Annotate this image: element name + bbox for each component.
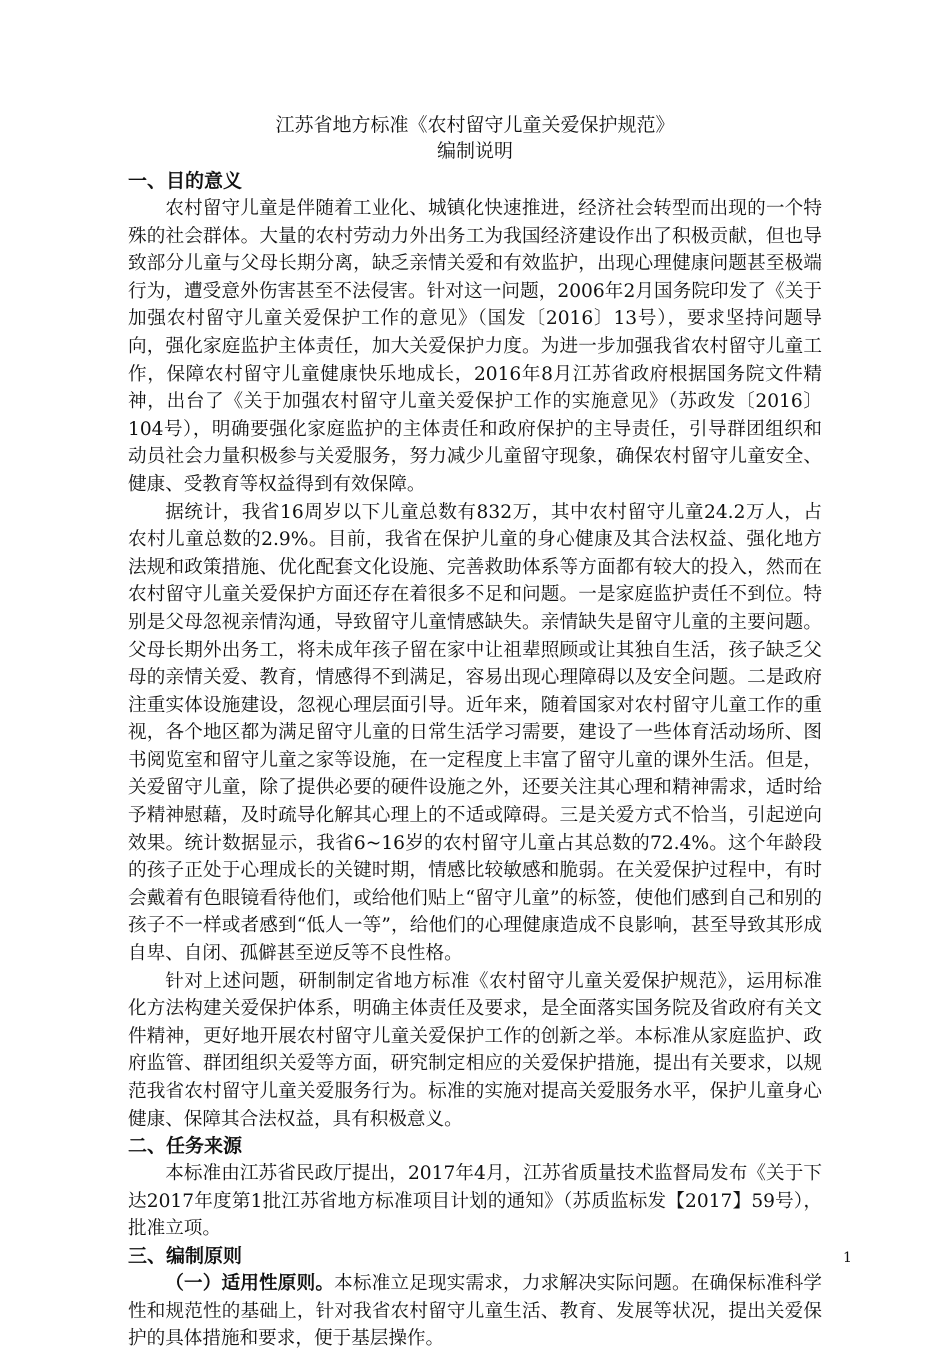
- section-heading-task-source: 二、任务来源: [128, 1135, 243, 1158]
- paragraph-purpose-3: 针对上述问题，研制制定省地方标准《农村留守儿童关爱保护规范》，运用标准化方法构建关爱保护体系，明确主体责任及要求，是全面落实国务院及省政府有关文件精神，更好地开展农村留守儿童关爱保护工作的创新之举。本标准从家庭监护、政府监管、群团组织关爱等方面，研究制定相应的关爱保护措施，提出有关要求，以规范我省农村留守儿童关爱服务行为。标准的实施对提高关爱服务水平，保护儿童身心健康、保障其合法权益，具有积极意义。: [128, 970, 822, 1130]
- paragraph-principle-applicability: [128, 1270, 822, 1353]
- paragraph-purpose-2: 据统计，我省16周岁以下儿童总数有832万，其中农村留守儿童24.2万人，占农村儿童总数的2.9%。目前，我省在保护儿童的身心健康及其合法权益、强化地方法规和政策措施、优化配套文化设施、完善救助体系等方面都有较大的投入，然而在农村留守儿童关爱保护方面还存在着很多不足和问题。一是家庭监护责任不到位。特别是父母忽视亲情沟通，导致留守儿童情感缺失。亲情缺失是留守儿童的主要问题。父母长期外出务工，将未成年孩子留在家中让祖辈照顾或让其独自生活，孩子缺乏父母的亲情关爱、教育，情感得不到满足，容易出现心理障碍以及安全问题。二是政府注重实体设施建设，忽视心理层面引导。近年来，随着国家对农村留守儿童工作的重视，各个地区都为满足留守儿童的日常生活学习需要，建设了一些体育活动场所、图书阅览室和留守儿童之家等设施，在一定程度上丰富了留守儿童的课外生活。但是，关爱留守儿童，除了提供必要的硬件设施之外，还要关注其心理和精神需求，适时给予精神慰藉，及时疏导化解其心理上的不适或障碍。三是关爱方式不恰当，引起逆向效果。统计数据显示，我省6~16岁的农村留守儿童占其总数的72.4%。这个年龄段的孩子正处于心理成长的关键时期，情感比较敏感和脆弱。在关爱保护过程中，有时会戴着有色眼镜看待他们，或给他们贴上“留守儿童”的标签，使他们感到自己和别的孩子不一样或者感到“低人一等”，给他们的心理健康造成不良影响，甚至导致其形成自卑、自闭、孤僻甚至逆反等不良性格。: [128, 501, 822, 965]
- paragraph-purpose-1: 农村留守儿童是伴随着工业化、城镇化快速推进，经济社会转型而出现的一个特殊的社会群体。大量的农村劳动力外出务工为我国经济建设作出了积极贡献，但也导致部分儿童与父母长期分离，缺乏亲情关爱和有效监护，出现心理健康问题甚至极端行为，遭受意外伤害甚至不法侵害。针对这一问题，2006年2月国务院印发了《关于加强农村留守儿童关爱保护工作的意见》（国发〔2016〕13号），要求坚持问题导向，强化家庭监护主体责任，加大关爱保护力度。为进一步加强我省农村留守儿童工作，保障农村留守儿童健康快乐地成长，2016年8月江苏省政府根据国务院文件精神，出台了《关于加强农村留守儿童关爱保护工作的实施意见》（苏政发〔2016〕104号），明确要强化家庭监护的主体责任和政府保护的主导责任，引导群团组织和动员社会力量积极参与关爱服务，努力减少儿童留守现象，确保农村留守儿童安全、健康、受教育等权益得到有效保障。: [128, 198, 822, 495]
- principle-lead: （一）适用性原则。: [165, 1272, 335, 1294]
- document-subtitle: 编制说明: [436, 140, 513, 162]
- page-number: 1: [843, 1250, 852, 1266]
- section-heading-principles: 三、编制原则: [128, 1244, 243, 1267]
- principle-text: 本标准立足现实需求，力求解决实际问题。在确保标准科学性和规范性的基础上，针对我省农村留守儿童生活、教育、发展等状况，提出关爱保护的具体措施和要求，便于基层操作。: [128, 1272, 822, 1350]
- section-heading-purpose: 一、目的意义: [128, 170, 243, 192]
- paragraph-task-source: 本标准由江苏省民政厅提出，2017年4月，江苏省质量技术监督局发布《关于下达2017年度第1批江苏省地方标准项目计划的通知》（苏质监标发【2017】59号），批准立项。: [128, 1163, 822, 1240]
- document-title: 江苏省地方标准《农村留守儿童关爱保护规范》: [275, 114, 675, 136]
